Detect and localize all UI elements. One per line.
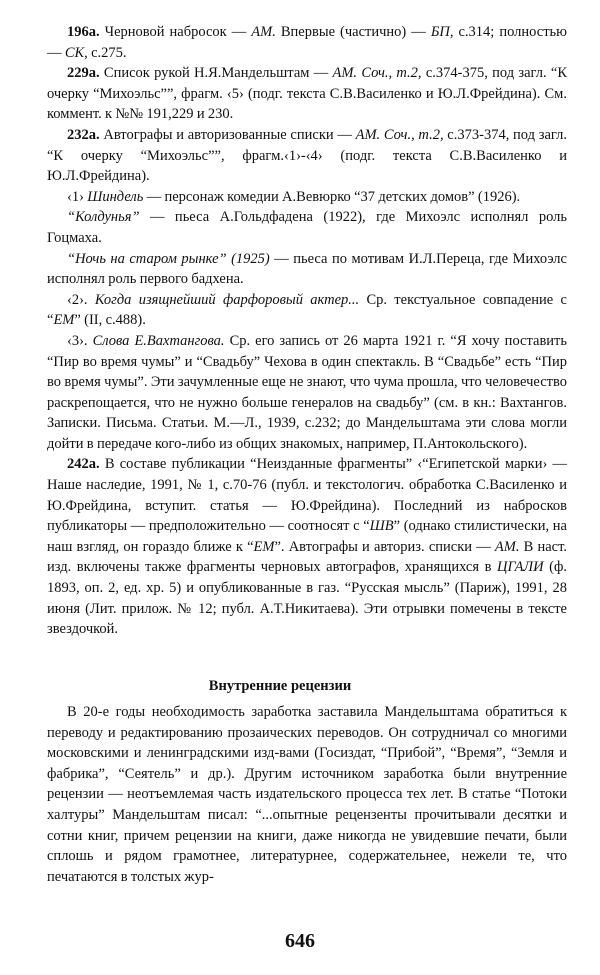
note-text: Впервые (частично) — [275,24,431,40]
note-text: ШВ [369,518,394,535]
note-text: “Колдунья” [67,209,140,226]
note-text: CK, [64,44,88,61]
note-text: — пьеса по мотивам И.Л.Переца, где Михоэлс исполнял роль первого бадхена. [47,250,567,288]
note-text: с.374-375, под загл. “К очерку “Михоэльс””, фрагм. ‹5› (подг. текста С.В.Василенко и Ю.Л.Фрейдина). См. коммент. к №№ 191,229 и 230. [47,65,567,123]
note-text: с.275. [87,44,127,61]
note-text: ” (II, с.488). [74,312,146,329]
note-text: Ср. текстуальное совпадение с “ [47,291,567,329]
note-text: EM [253,538,275,555]
note-text: ”. Автографы и авториз. списки — [274,538,495,555]
note-paragraph [47,187,567,208]
section-body [47,702,567,887]
note-paragraph [47,22,567,63]
note-text: ” (однако стилистически, на наш взгляд, он гораздо ближе к “ [47,518,567,555]
note-text: (ф. 1893, оп. 2, ед. хр. 5) и опубликованные в газ. “Русская мысль” (Париж), 1991, 28 июня (Лит. прилож. № 12; публ. А.Т.Никитаева). Эти отрывки помечены в тексте звездочкой. [47,559,567,638]
note-text: Черновой набросок — [99,24,252,40]
note-text: AM. [494,538,520,555]
note-number: 229a. [67,65,100,82]
note-text: AM. Соч., т.2, [332,65,422,82]
note-text: ЦГАЛИ [497,559,544,576]
note-paragraph [47,331,567,455]
page-number: 646 [285,930,315,952]
note-paragraph [47,207,567,248]
note-paragraph [47,454,567,639]
note-text: В составе публикации “Неизданные фрагменты” ‹“Египетской марки› — Наше наследие, 1991, № 1, с.70-76 (публ. и текстологич. обработка С.Василенко и Ю.Фрейдина, вступит. статья — Ю.Фрейдина). Последний из набросков публикаторы — предположительно — соотносят с “ [47,456,567,535]
note-text: — пьеса А.Гольдфадена (1922), где Михоэлс исполнял роль Гоцмаха. [47,209,567,246]
note-paragraph [47,63,567,125]
note-paragraph [47,125,567,187]
note-text: БП, [430,24,454,40]
note-text: Список рукой Н.Я.Мандельштам — [99,65,333,82]
note-text: Слова Е.Вахтангова. [92,332,225,349]
note-text: — персонаж комедии А.Вевюрко “37 детских домов” (1926). [143,188,521,205]
note-text: ‹2›. [67,291,95,308]
note-number: 232a. [67,126,100,143]
note-text: ‹1› [67,188,88,205]
note-number: 242a. [67,456,100,473]
note-paragraph [47,249,567,290]
note-text: ‹3›. [67,332,93,349]
note-text: с.373-374, под загл. “К очерку “Михоэльс””, фрагм.‹1›-‹4› (подг. текста С.В.Василенко и Ю.Л.Фрейдина). [47,126,567,185]
section-paragraph: В 20-е годы необходимость заработка заставила Мандельштама обратиться к переводу и редактированию прозаических переводов. Он сотрудничал со многими московскими и ленинградскими изд-вами (Госиздат, “Прибой”, “Время”, “Земля и фабрика”, “Сеятель” и др.). Другим источником заработка были внутренние рецензии — неотъемлемая часть издательского процесса тех лет. В статье “Потоки халтуры” Мандельштам писал: “...опытные рецензенты прочитывали десятки и сотни книг, причем рецензии на книги, даже никогда не увидевшие печати, были сплошь и рядом грамотнее, литературнее, содержательнее, нежели те, что печатаются в толстых жур- [47,704,567,885]
note-text: Автографы и авторизованные списки — [99,126,356,143]
notes-column [47,22,567,640]
note-text: “Ночь на старом рынке” (1925) [67,250,270,267]
note-text: В наст. изд. включены также фрагменты черновых автографов, хранящихся в [47,538,567,576]
note-text: Шиндель [87,188,144,205]
note-text: Ср. его запись от 26 марта 1921 г. “Я хочу поставить “Пир во время чумы” и “Свадьбу” Чехова в один спектакль. В “Свадьбе” есть “Пир во время чумы”. Эти зачумленные еще не знают, что чума прошла, что человечество раскрепощается, что не нужно больше генералов на свадьбу” (см. в кн.: Вахтангов. Записки. Письма. Статьи. М.—Л., 1939, с.232; до Мандельштама эти слова могли дойти в передаче кого-либо из общих знакомых, например, П.Антокольского). [47,332,567,452]
note-paragraph [47,290,567,331]
note-text: EM [53,312,75,329]
note-text: AM. Соч., т.2, [355,126,444,143]
note-text: с.314; полностью — [47,24,568,61]
note-text: Когда изящнейший фарфоровый актер... [94,291,360,308]
section-heading: Внутренние рецензии [208,678,352,694]
note-number: 196a. [67,24,100,40]
note-text: AM. [251,24,276,40]
